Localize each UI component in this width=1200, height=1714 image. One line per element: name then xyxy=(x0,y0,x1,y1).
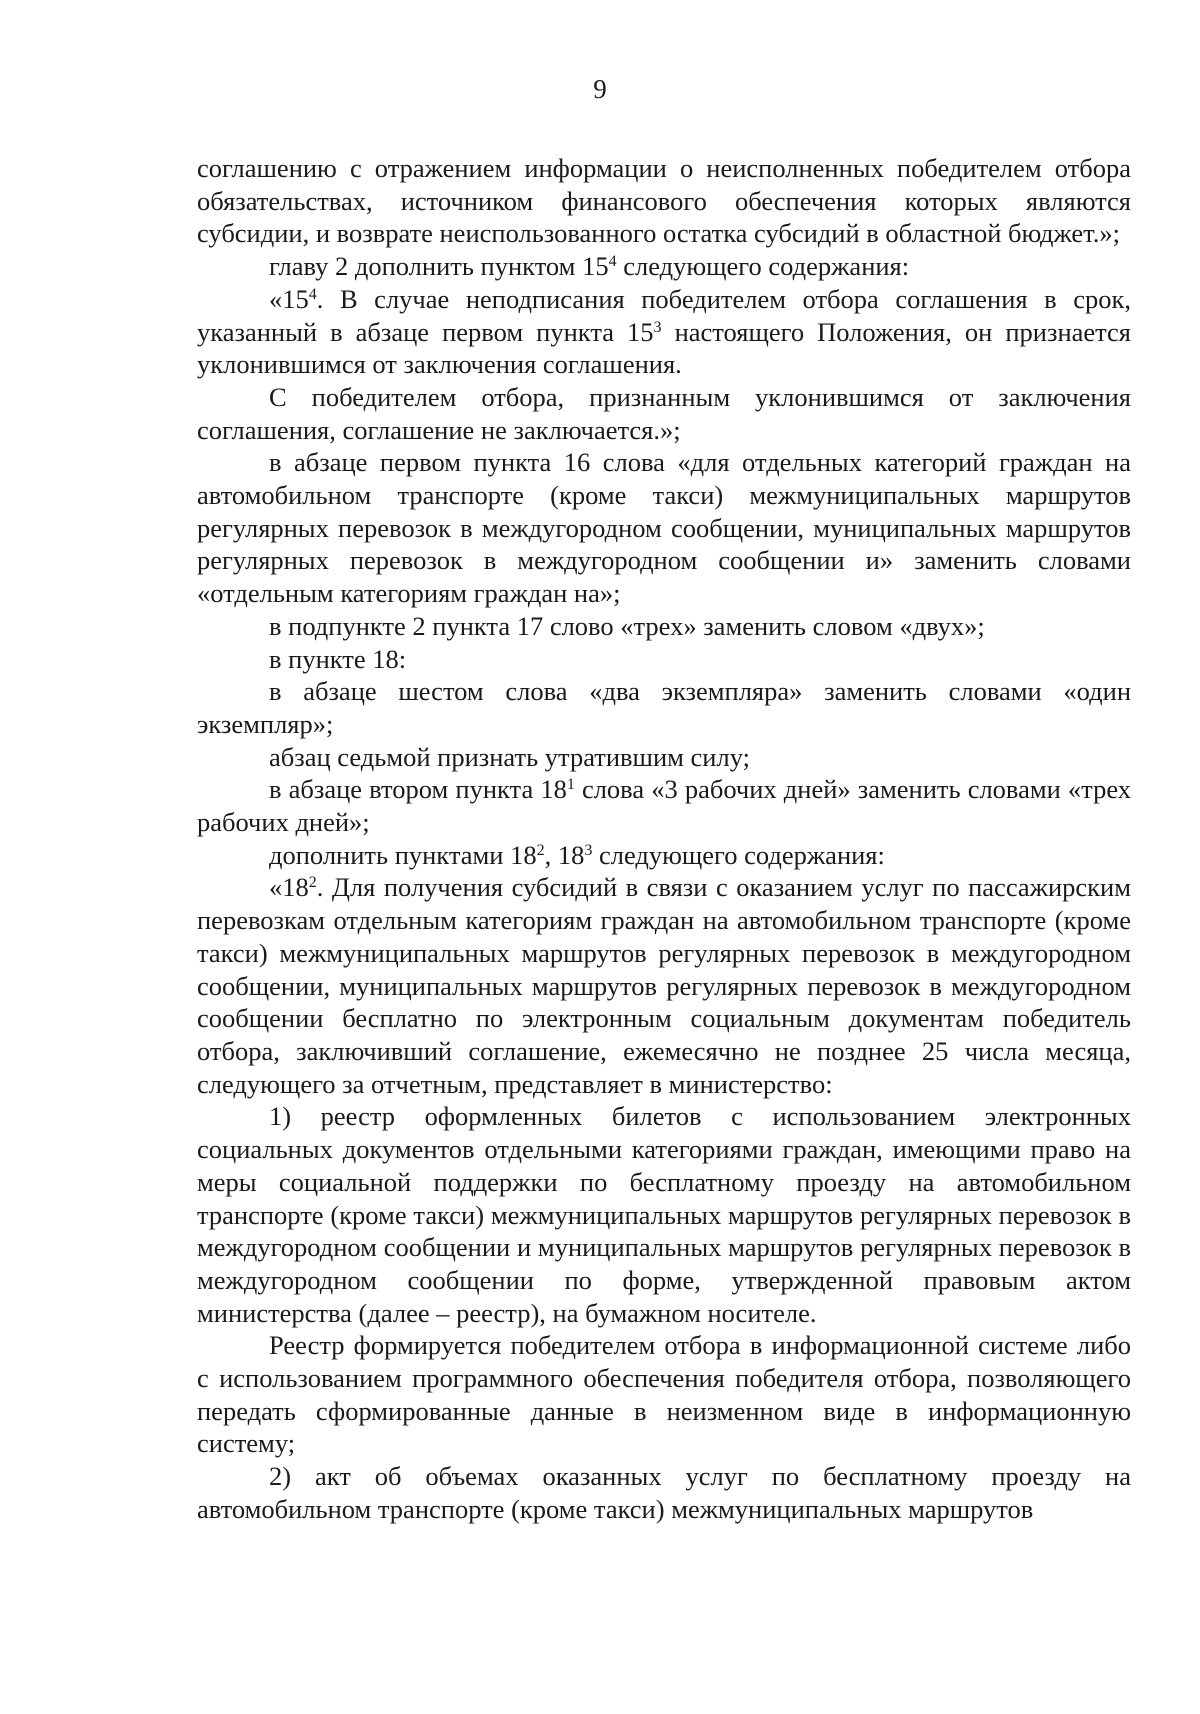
paragraph-11: дополнить пунктами $18^2$, $18^3$ следующего содержания: xyxy=(269,839,885,870)
paragraph-4: С победителем отбора, признанным уклонившимся от заключения соглашения, соглашение не заключается.»; xyxy=(197,381,1131,445)
paragraph-3: «$15^4$. В случае неподписания победителем отбора соглашения в срок, указанный в абзаце первом пункта $15^3$ настоящего Положения, он признается уклонившимся от заключения соглашения. xyxy=(197,283,1132,380)
paragraph-12: «$18^2$. Для получения субсидий в связи с оказанием услуг по пассажирским перевозкам отдельным категориям граждан на автомобильном транспорте (кроме такси) межмуниципальных маршрутов регулярных перевозок в междугородном сообщении, муниципальных маршрутов регулярных перевозок в междугородном сообщении бесплатно по электронным социальным документам победитель отбора, заключивший соглашение, ежемесячно не позднее 25 числа месяца, следующего за отчетным, представляет в министерство: xyxy=(197,872,1131,1099)
page-number: 9 xyxy=(593,74,607,104)
paragraph-5: в абзаце первом пункта 16 слова «для отдельных категорий граждан на автомобильном транспорте (кроме такси) межмуниципальных маршрутов регулярных перевозок в междугородном сообщении, муниципальных маршрутов регулярных перевозок в междугородном сообщении и» заменить словами «отдельным категориям граждан на»; xyxy=(197,447,1131,609)
paragraph-9: абзац седьмой признать утратившим силу; xyxy=(269,741,750,772)
paragraph-13: 1) реестр оформленных билетов с использованием электронных социальных документов отдельными категориями граждан, имеющими право на меры социальной поддержки по бесплатному проезду на автомобильном транспорте (кроме такси) межмуниципальных маршрутов регулярных перевозок в междугородном сообщении и муниципальных маршрутов регулярных перевозок в междугородном сообщении по форме, утвержденной правовым актом министерства (далее – реестр), на бумажном носителе. xyxy=(197,1101,1131,1328)
paragraph-8: в абзаце шестом слова «два экземпляра» заменить словами «один экземпляр»; xyxy=(197,676,1131,739)
paragraph-14: Реестр формируется победителем отбора в информационной системе либо с использованием программного обеспечения победителя отбора, позволяющего передать сформированные данные в неизменном виде в информационную систему; xyxy=(197,1330,1131,1459)
paragraph-7: в пункте 18: xyxy=(269,643,407,674)
paragraph-2: главу 2 дополнить пунктом $15^4$ следующего содержания: xyxy=(269,251,910,282)
paragraph-10: в абзаце втором пункта $18^1$ слова «3 рабочих дней» заменить словами «трех рабочих дней»; xyxy=(197,774,1131,838)
paragraph-6: в подпункте 2 пункта 17 слово «трех» заменить словом «двух»; xyxy=(269,610,985,641)
document-body xyxy=(197,152,1131,1526)
paragraph-1: соглашению с отражением информации о неисполненных победителем отбора обязательствах, источником финансового обеспечения которых являются субсидии, и возврате неиспользованного остатка субсидий в областной бюджет.»; xyxy=(197,153,1131,249)
paragraph-15: 2) акт об объемах оказанных услуг по бесплатному проезду на автомобильном транспорте (кроме такси) межмуниципальных маршрутов xyxy=(197,1461,1131,1524)
